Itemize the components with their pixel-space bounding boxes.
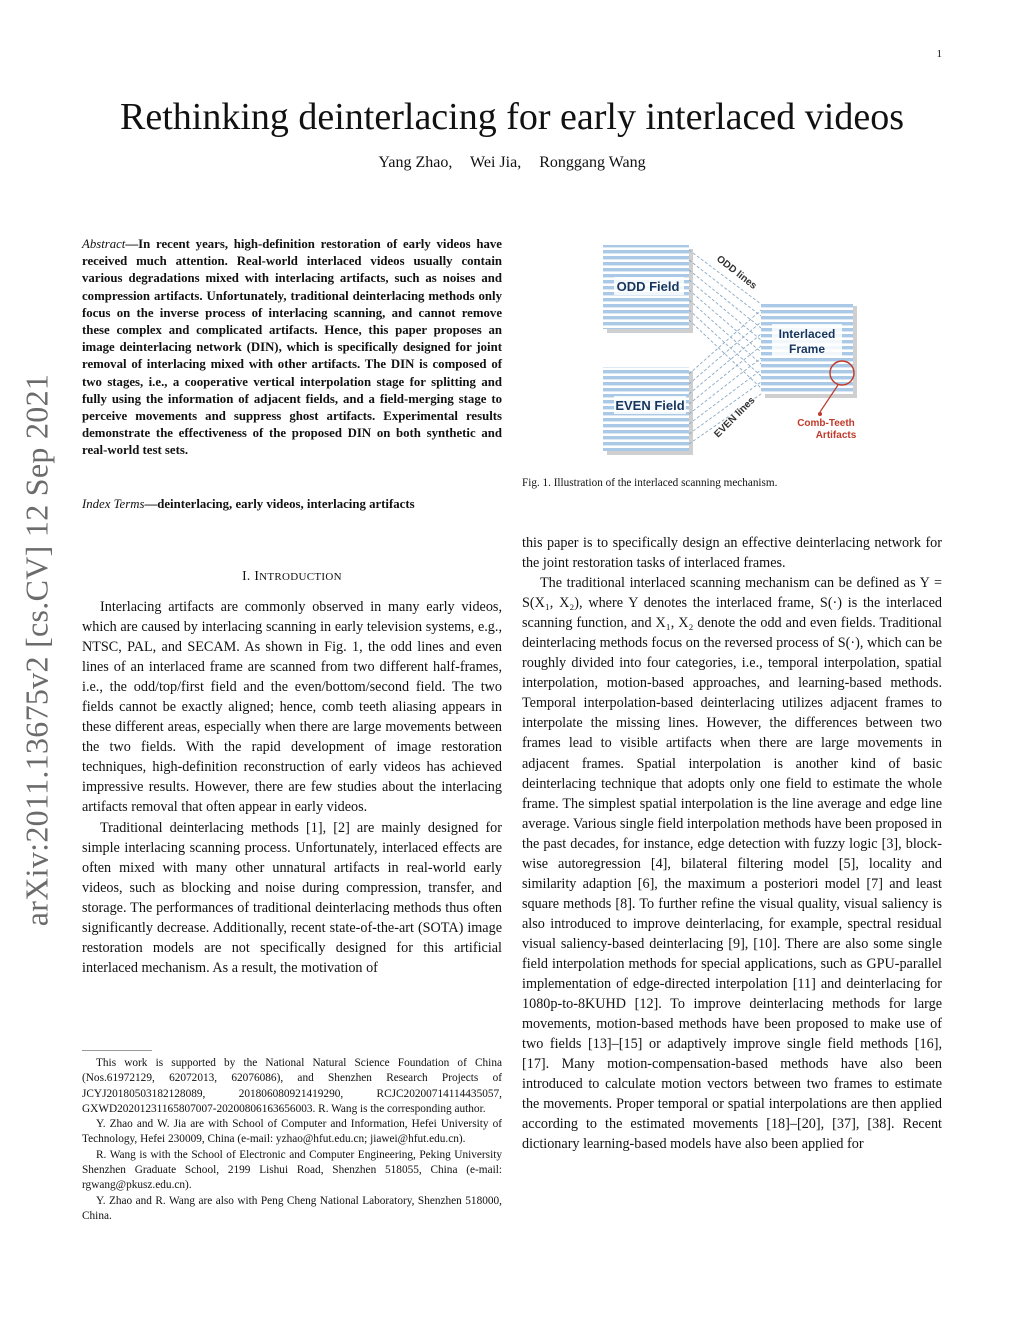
abstract xyxy=(82,236,502,460)
footnotes xyxy=(82,1056,502,1224)
section-numeral: I. xyxy=(242,568,251,583)
paragraph: this paper is to specifically design an effective deinterlacing network for the joint restoration tasks of interlaced frames. xyxy=(522,535,942,572)
comb-teeth-label-2: Artifacts xyxy=(815,430,857,441)
figure-caption: Fig. 1. Illustration of the interlaced scanning mechanism. xyxy=(522,477,778,489)
index-terms-lead: Index Terms xyxy=(82,497,145,511)
section-title-first: I xyxy=(254,568,260,583)
footnote: This work is supported by the National Natural Science Foundation of China (Nos.61972129, 62072013, 62076086), and Shenzhen Research Projects of JCYJ20180503182128089, 201806080921419290, RCJC20200714114435057, GXWD20201231165807007-20200806163656003. R. Wang is the corresponding author. xyxy=(82,1057,502,1115)
paper-title: Rethinking deinterlacing for early interlaced videos xyxy=(120,96,904,138)
arxiv-sidebar xyxy=(12,355,62,945)
footnote: R. Wang is with the School of Electronic and Computer Engineering, Peking University Shenzhen Graduate School, 2199 Lishui Road, Shenzhen 518055, China (e-mail: rgwang@pkusz.edu.cn). xyxy=(82,1148,502,1192)
odd-field-label: ODD Field xyxy=(616,279,680,294)
footnote-rule xyxy=(82,1050,152,1051)
paragraph: Interlacing artifacts are commonly observed in many early videos, which are caused by interlacing scanning in early television systems, e.g., NTSC, PAL, and SECAM. As shown in Fig. 1, the odd lines and even lines of an interlaced frame are scanned from two different half-frames, i.e., the odd/top/first field and the even/bottom/second field. The two fields cannot be exactly aligned; hence, comb teeth aliasing appears in these different areas, especially when there are large movements between the two fields. With the rapid development of image restoration techniques, high-definition reconstruction of early videos has achieved impressive results. However, there are few studies about the interlacing artifacts removal that often appear in early videos. xyxy=(82,599,502,816)
page-number: 1 xyxy=(936,48,942,60)
abstract-text: —In recent years, high-definition restoration of early videos have received much attention. Real-world interlaced videos usually contain various degradations mixed with interlacing artifacts, such as noises and compression artifacts. Unfortunately, traditional deinterlacing methods only focus on the inverse process of interlacing scanning, and cannot remove these complex and complicated artifacts. Hence, this paper proposes an image deinterlacing network (DIN), which is specifically designed for joint removal of interlacing mixed with other artifacts. The DIN is composed of two stages, i.e., a cooperative vertical interpolation stage for splitting and fully using the information of adjacent fields, and a field-merging stage to perceive movements and suppress ghost artifacts. Experimental results demonstrate the effectiveness of the proposed DIN on both synthetic and real-world test sets. xyxy=(82,237,502,458)
author-name: Ronggang Wang xyxy=(539,154,646,171)
author-list xyxy=(0,154,1024,172)
arxiv-identifier: arXiv:2011.13675v2 [cs.CV] 12 Sep 2021 xyxy=(18,373,55,927)
section-title-rest: NTRODUCTION xyxy=(259,571,342,583)
footnote: Y. Zhao and R. Wang are also with Peng Cheng National Laboratory, Shenzhen 518000, China. xyxy=(82,1194,502,1222)
interlaced-frame-label-2: Frame xyxy=(788,342,826,356)
left-column-body xyxy=(82,597,502,978)
author-name: Wei Jia, xyxy=(470,154,522,171)
comb-teeth-label-1: Comb-Teeth xyxy=(797,418,855,429)
right-column-body xyxy=(522,533,942,1154)
author-name: Yang Zhao, xyxy=(378,154,453,171)
odd-lines-label: ODD lines xyxy=(714,253,759,292)
interlaced-frame-label-1: Interlaced xyxy=(778,327,836,341)
even-field-label: EVEN Field xyxy=(615,398,685,413)
paragraph: Traditional deinterlacing methods [1], [2] are mainly designed for simple interlacing scanning process. Unfortunately, interlaced effects are often mixed with many other unnatural artifacts in real-world early videos, such as blocking and noise during compression, transfer, and storage. The performances of traditional deinterlacing methods thus often significantly decrease. Additionally, recent state-of-the-art (SOTA) image restoration models are not specifically designed for this artificial interlaced mechanism. As a result, the motivation of xyxy=(82,819,502,976)
footnote: Y. Zhao and W. Jia are with School of Computer and Information, Hefei University of Technology, Hefei 230009, China (e-mail: yzhao@hfut.edu.cn; jiawei@hfut.edu.cn). xyxy=(82,1118,502,1146)
index-terms-text: —deinterlacing, early videos, interlacing artifacts xyxy=(144,497,415,511)
even-lines-label: EVEN lines xyxy=(712,394,758,441)
index-terms xyxy=(82,496,502,513)
paragraph: The traditional interlaced scanning mechanism can be defined as Y = S(X₁, X₂), where Y denotes the interlaced frame, S(·) is the interlaced scanning function, and X₁, X₂ denote the odd and even fields. Traditional deinterlacing methods focus on the reversed process of S(·), which can be roughly divided into four categories, i.e., temporal interpolation, spatial interpolation, motion-based approaches, and learning-based methods. Temporal interpolation-based deinterlacing utilizes adjacent frames to interpolate the missing lines. However, the differences between two frames lead to visible artifacts when there are large movements in adjacent frames. Spatial interpolation is another kind of basic deinterlacing technique that adopts only one field to estimate the whole frame. The simplest spatial interpolation is the line average and edge line average. Various single field interpolation methods have been proposed in the past decades, for instance, edge detection with fuzzy logic [3], block-wise autoregression [4], bilateral filtering model [5], locality and similarity adaption [6], the maximum a posteriori model [7] and least square methods [8]. To further refine the visual quality, visual saliency is also introduced to improve deinterlacing, for example, spectral residual visual saliency-based deinterlacing [9], [10]. There are also some single field interpolation methods for special applications, such as GPU-parallel implementation of edge-directed interpolation [11] and deinterlacing for 1080p-to-8KUHD [12]. To improve deinterlacing methods for large movements, motion-based methods have been proposed to make use of two fields [13]–[15] or adaptively improve single field methods [16], [17]. Many motion-compensation-based methods have also been introduced to calculate motion vectors between two frames to estimate the movements. Proper temporal or spatial interpolations are then applied according to the estimated movements [18]–[20], [37], [38]. Recent dictionary learning-based models have also been applied for xyxy=(522,575,942,1153)
section-heading xyxy=(82,568,502,584)
figure-interlaced-scanning xyxy=(598,238,876,458)
abstract-lead: Abstract xyxy=(82,237,126,251)
